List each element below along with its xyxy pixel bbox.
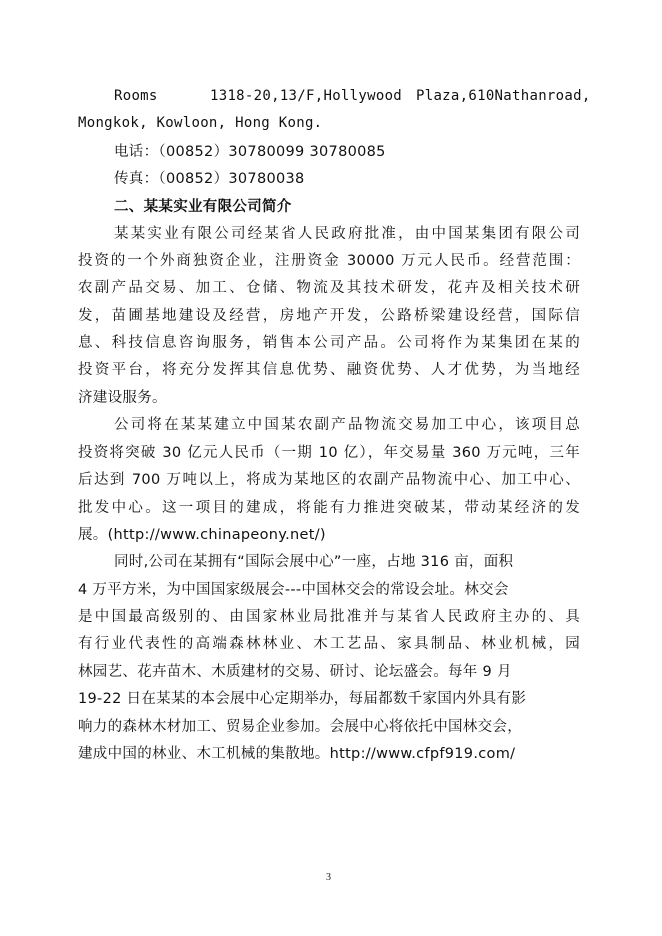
paragraph-2-line-4: 批发中心。这一项目的建成，将能有力推进突破某，带动某经济的发 <box>78 500 580 516</box>
paragraph-1-line-5: 息、科技信息咨询服务，销售本公司产品。公司将作为某集团在某的 <box>78 335 580 351</box>
paragraph-3-line-4: 有行业代表性的高端森林林业、木工艺品、家具制品、林业机械，园 <box>78 636 580 652</box>
section-title: 二、某某实业有限公司简介 <box>114 199 292 215</box>
paragraph-1-line-6: 投资平台，将充分发挥其信息优势、融资优势、人才优势，为当地经 <box>78 362 580 378</box>
address-plaza: Plaza,610Nathanroad, <box>416 88 591 104</box>
paragraph-1-line-7: 济建设服务。 <box>78 390 167 406</box>
paragraph-1-line-2: 投资的一个外商独资企业，注册资金 30000 万元人民币。经营范围： <box>78 253 580 269</box>
paragraph-3-line-8: 建成中国的林业、木工机械的集散地。http://www.cfpf919.com/ <box>78 746 516 762</box>
paragraph-3-line-2: 4 万平方米，为中国国家级展会---中国林交会的常设会址。林交会 <box>78 582 509 598</box>
address-line-2: Mongkok, Kowloon, Hong Kong. <box>78 115 323 131</box>
paragraph-3-line-3: 是中国最高级别的、由国家林业局批准并与某省人民政府主办的、具 <box>78 609 580 625</box>
paragraph-2-line-3: 后达到 700 万吨以上，将成为某地区的农副产品物流中心、加工中心、 <box>78 472 580 488</box>
paragraph-3-line-7: 响力的森林木材加工、贸易企业参加。会展中心将依托中国林交会， <box>78 719 522 735</box>
paragraph-3-line-5: 林园艺、花卉苗木、木质建材的交易、研讨、论坛盛会。每年 9 月 <box>78 664 512 680</box>
paragraph-3-line-6: 19-22 日在某某的本会展中心定期举办，每届都数千家国内外具有影 <box>78 691 527 707</box>
address-rooms: Rooms <box>114 88 158 104</box>
page-number: 3 <box>326 872 331 883</box>
phone-line: 电话：（00852）30780099 30780085 <box>114 144 386 160</box>
paragraph-1-line-1: 某某实业有限公司经某省人民政府批准，由中国某集团有限公司 <box>114 226 580 242</box>
paragraph-2-line-2: 投资将突破 30 亿元人民币（一期 10 亿），年交易量 360 万元吨，三年 <box>78 445 580 461</box>
paragraph-2-line-5: 展。(http://www.chinapeony.net/) <box>78 527 326 543</box>
paragraph-1-line-3: 农副产品交易、加工、仓储、物流及其技术研发，花卉及相关技术研 <box>78 280 580 296</box>
fax-line: 传真：（00852）30780038 <box>114 171 305 187</box>
address-room-number: 1318-20,13/F,Hollywood <box>210 88 403 104</box>
paragraph-3-line-1: 同时,公司在某拥有“国际会展中心”一座，占地 316 亩，面积 <box>114 554 514 570</box>
paragraph-2-line-1: 公司将在某某建立中国某农副产品物流交易加工中心，该项目总 <box>114 417 580 433</box>
paragraph-1-line-4: 发，苗圃基地建设及经营，房地产开发，公路桥梁建设经营，国际信 <box>78 308 580 324</box>
